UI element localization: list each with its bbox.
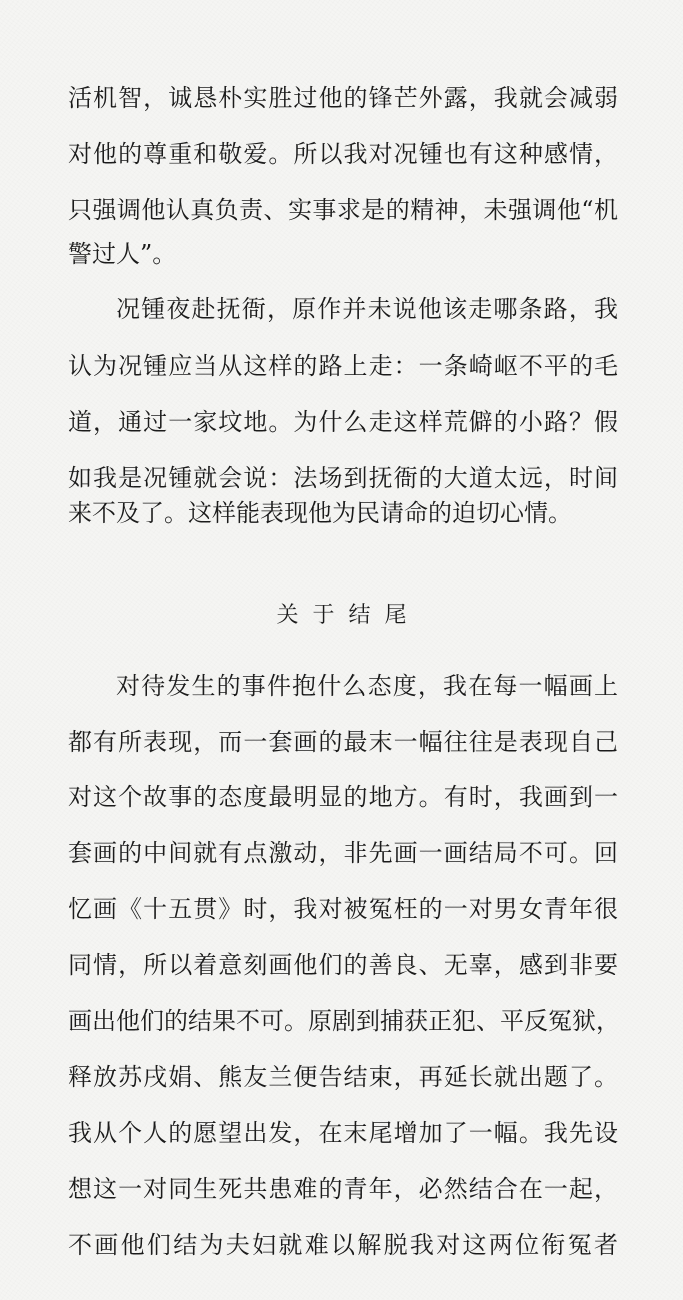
section-heading: 关于结尾 [276,603,421,628]
text-line: 忆画《十五贯》时，我对被冤枉的一对男女青年很 [68,895,618,923]
text-line: 认为况锺应当从这样的路上走：一条崎岖不平的毛 [68,352,618,380]
text-line: 道，通过一家坟地。为什么走这样荒僻的小路？假 [68,408,618,436]
text-line: 警过人”。 [68,240,177,268]
text-line: 活机智，诚恳朴实胜过他的锋芒外露，我就会减弱 [68,84,618,112]
text-line: 对这个故事的态度最明显的地方。有时，我画到一 [68,783,618,811]
text-line: 套画的中间就有点激动，非先画一画结局不可。回 [68,839,618,867]
text-line: 都有所表现，而一套画的最末一幅往往是表现自己 [68,728,618,756]
text-line: 只强调他认真负责、实事求是的精神，未强调他“机 [68,196,618,224]
text-line: 画出他们的结果不可。原剧到捕获正犯、平反冤狱， [68,1007,620,1035]
text-line: 如我是况锺就会说：法场到抚衙的大道太远，时间 [68,464,618,492]
text-line: 释放苏戌娟、熊友兰便告结束，再延长就出题了。 [68,1063,618,1091]
text-line: 我从个人的愿望出发，在末尾增加了一幅。我先设 [68,1119,618,1147]
text-line: 来不及了。这样能表现他为民请命的迫切心情。 [68,499,572,527]
text-line: 想这一对同生死共患难的青年，必然结合在一起， [68,1175,618,1203]
text-line: 况锺夜赴抚衙，原作并未说他该走哪条路，我 [116,295,618,323]
text-line: 不画他们结为夫妇就难以解脱我对这两位衔冤者 [68,1231,618,1259]
text-line: 对待发生的事件抱什么态度，我在每一幅画上 [116,672,618,700]
text-line: 同情，所以着意刻画他们的善良、无辜，感到非要 [68,951,618,979]
text-line: 对他的尊重和敬爱。所以我对况锺也有这种感情， [68,140,618,168]
